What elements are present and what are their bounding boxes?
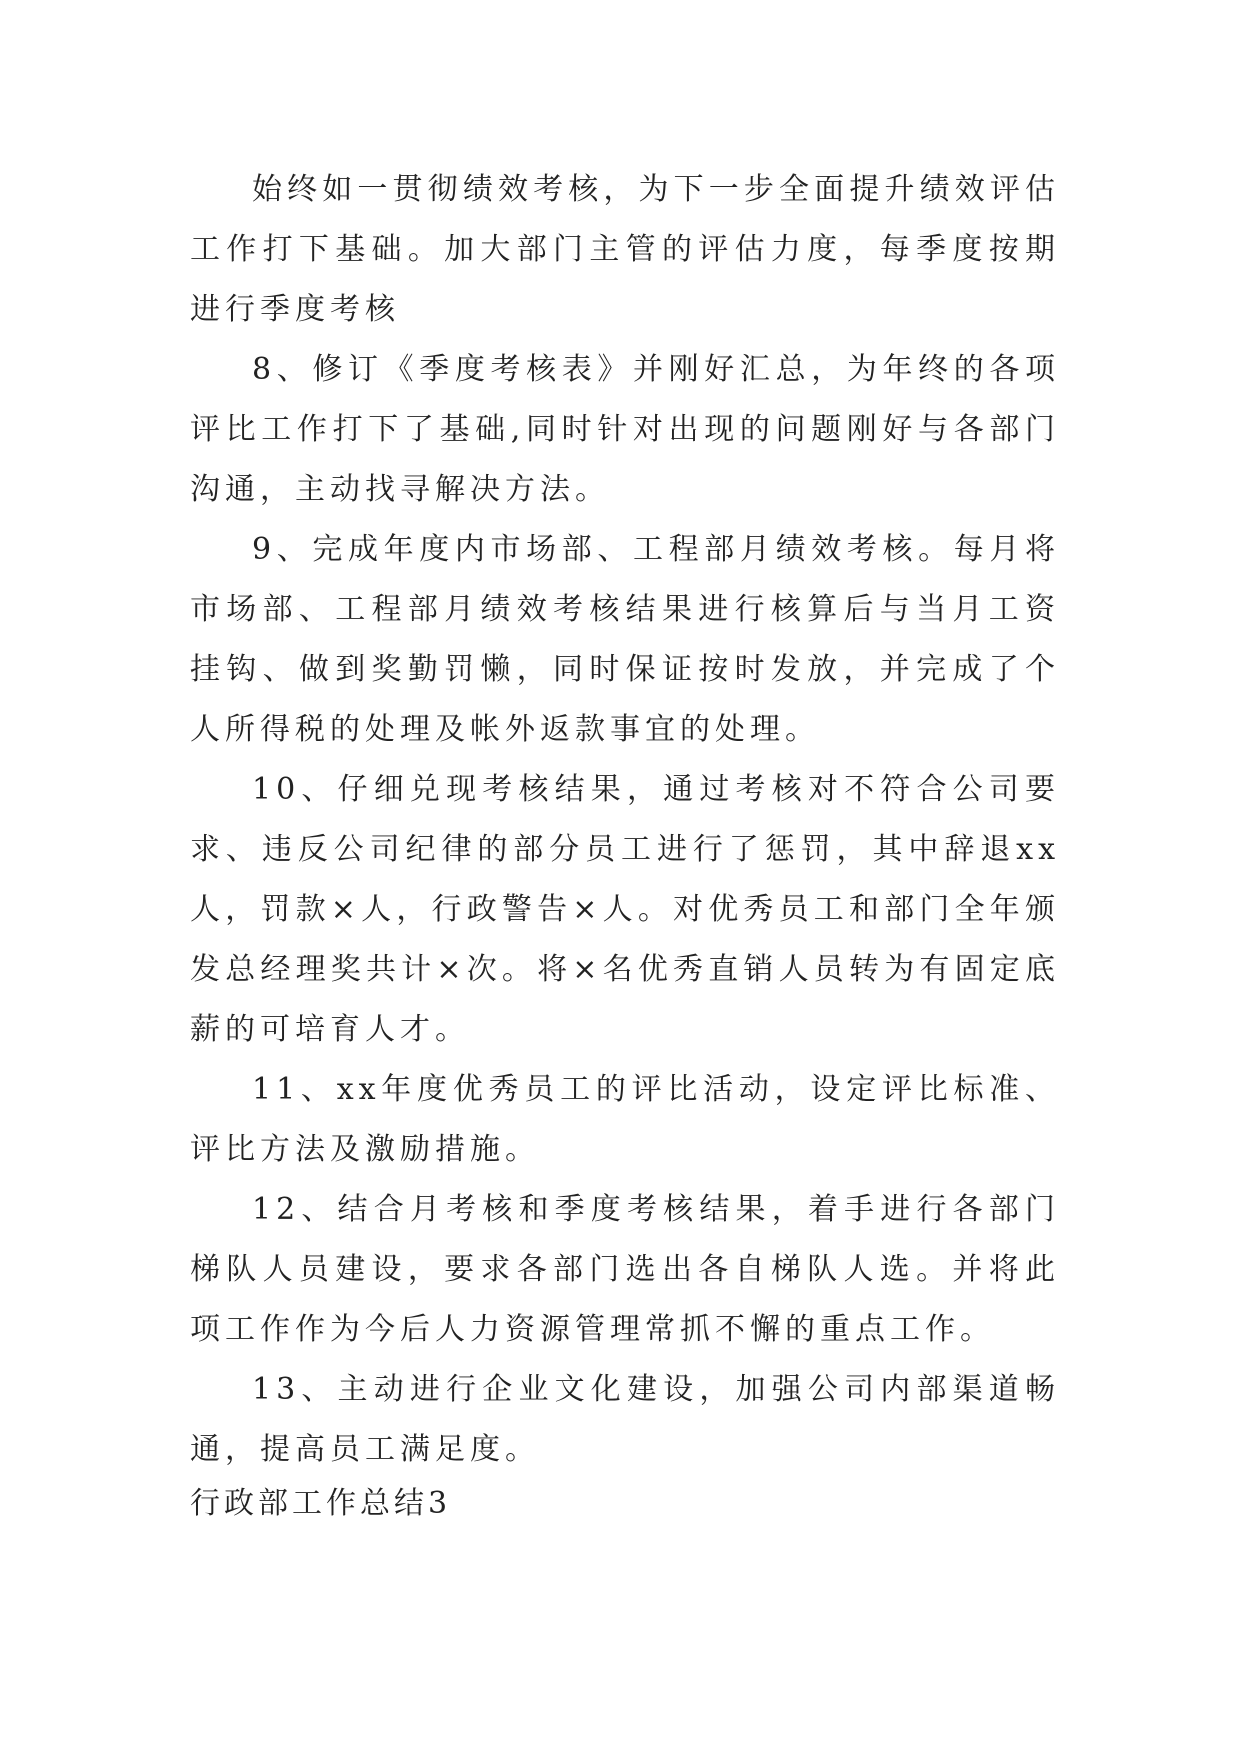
paragraph-item-13: 13、主动进行企业文化建设，加强公司内部渠道畅通，提高员工满足度。 [190, 1372, 1060, 1467]
paragraph-item-10: 10、仔细兑现考核结果，通过考核对不符合公司要求、违反公司纪律的部分员工进行了惩罚，其中辞退xx人，罚款×人，行政警告×人。对优秀员工和部门全年颁发总经理奖共计×次。将×名优秀直销人员转为有固定底薪的可培育人才。 [190, 772, 1060, 1047]
document-body [190, 160, 1060, 1480]
paragraph-item-9: 9、完成年度内市场部、工程部月绩效考核。每月将市场部、工程部月绩效考核结果进行核算后与当月工资挂钩、做到奖勤罚懒，同时保证按时发放，并完成了个人所得税的处理及帐外返款事宜的处理。 [190, 532, 1060, 747]
paragraph-item-12: 12、结合月考核和季度考核结果，着手进行各部门梯队人员建设，要求各部门选出各自梯队人选。并将此项工作作为今后人力资源管理常抓不懈的重点工作。 [190, 1192, 1060, 1347]
paragraph-item-8: 8、修订《季度考核表》并刚好汇总，为年终的各项评比工作打下了基础,同时针对出现的问题刚好与各部门沟通，主动找寻解决方法。 [190, 352, 1060, 507]
section-heading: 行政部工作总结3 [190, 1486, 452, 1521]
paragraph-item-11: 11、xx年度优秀员工的评比活动，设定评比标准、评比方法及激励措施。 [190, 1072, 1060, 1167]
paragraph-performance-review: 始终如一贯彻绩效考核，为下一步全面提升绩效评估工作打下基础。加大部门主管的评估力度，每季度按期进行季度考核 [190, 172, 1060, 327]
